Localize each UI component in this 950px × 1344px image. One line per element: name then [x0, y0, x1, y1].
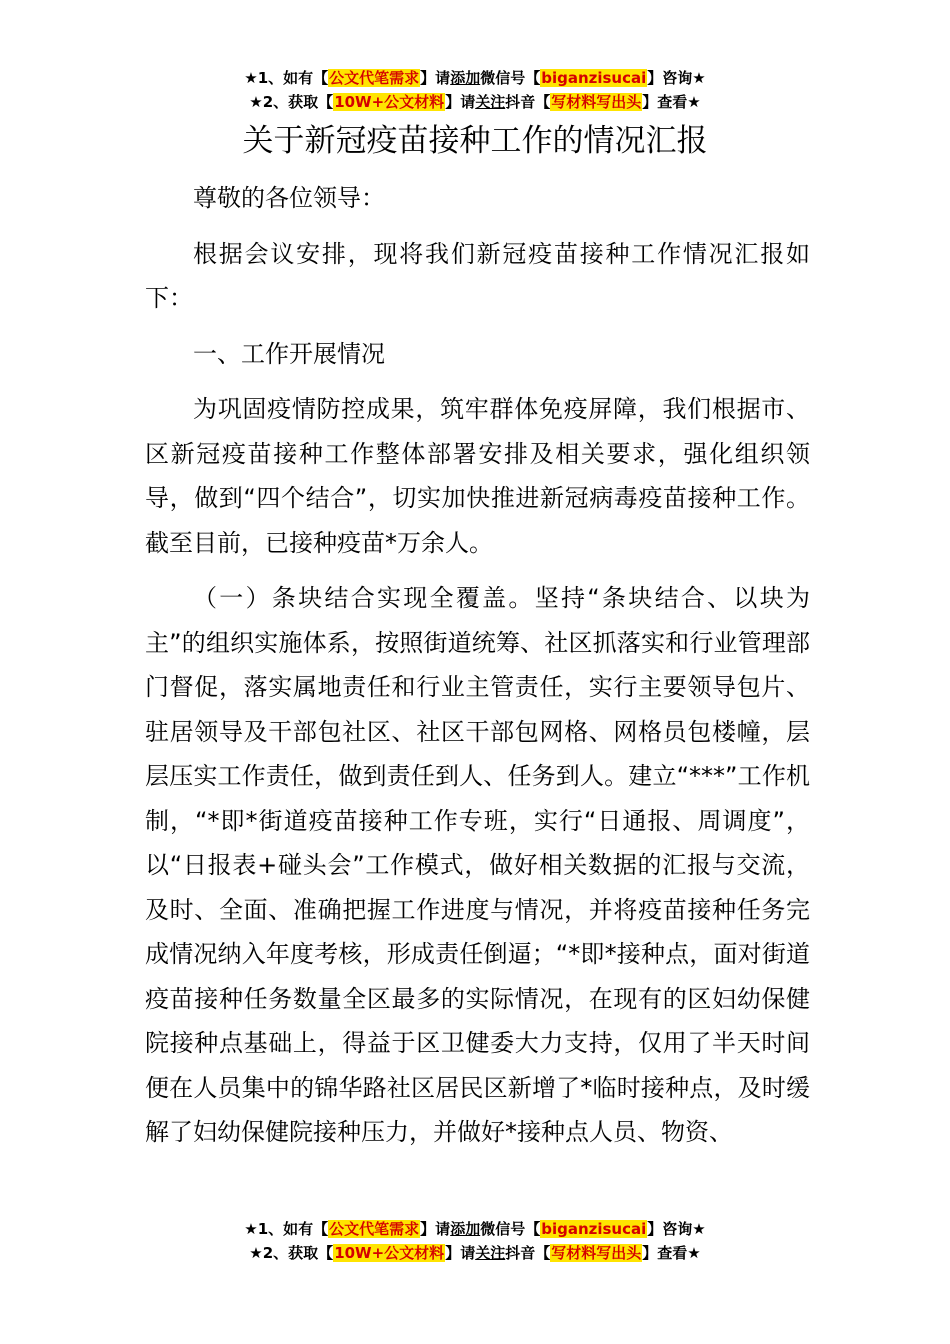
promo-emphasis: 关注	[475, 1244, 506, 1262]
promo-highlight: 10W+公文材料	[334, 1244, 445, 1262]
promo-text: 】咨询★	[647, 1220, 706, 1238]
section-heading: 一、工作开展情况	[193, 339, 385, 368]
promo-text: 】请	[445, 1244, 476, 1262]
footer-promo-banner	[0, 1217, 950, 1265]
promo-line-1	[0, 66, 950, 90]
promo-highlight: biganzisucai	[541, 69, 647, 87]
promo-text: 微信号【	[480, 69, 541, 87]
promo-text: ★1、如有【	[244, 1220, 329, 1238]
paragraph-subsection-1: （一）条块结合实现全覆盖。坚持“条块结合、以块为主”的组织实施体系，按照街道统筹、社区抓落实和行业管理部门督促，落实属地责任和行业主管责任，实行主要领导包片、驻居领导及干部包社区、社区干部包网格、网格员包楼幢，层层压实工作责任，做到责任到人、任务到人。建立“***”工作机制，“*即*街道疫苗接种工作专班，实行“日通报、周调度”，以“日报表+碰头会”工作模式，做好相关数据的汇报与交流，及时、全面、准确把握工作进度与情况，并将疫苗接种任务完成情况纳入年度考核，形成责任倒逼；“*即*接种点，面对街道疫苗接种任务数量全区最多的实际情况，在现有的区妇幼保健院接种点基础上，得益于区卫健委大力支持，仅用了半天时间便在人员集中的锦华路社区居民区新增了*临时接种点，及时缓解了妇幼保健院接种压力，并做好*接种点人员、物资、	[145, 584, 810, 1146]
promo-text: 】查看★	[642, 93, 701, 111]
promo-emphasis: 添加	[450, 1220, 481, 1238]
promo-line-2	[0, 90, 950, 114]
promo-highlight: 公文代笔需求	[329, 1220, 420, 1238]
promo-emphasis: 添加	[450, 69, 481, 87]
promo-line-1	[0, 1217, 950, 1241]
promo-highlight: 10W+公文材料	[334, 93, 445, 111]
promo-highlight: 写材料写出头	[551, 93, 642, 111]
paragraph-overview: 为巩固疫情防控成果，筑牢群体免疫屏障，我们根据市、区新冠疫苗接种工作整体部署安排及相关要求，强化组织领导，做到“四个结合”，切实加快推进新冠病毒疫苗接种工作。截至目前，已接种疫苗*万余人。	[145, 395, 810, 557]
document-body	[145, 176, 810, 1155]
header-promo-banner	[0, 66, 950, 114]
salutation: 尊敬的各位领导：	[193, 184, 385, 212]
document-title: 关于新冠疫苗接种工作的情况汇报	[242, 123, 708, 159]
promo-text: ★2、获取【	[249, 93, 334, 111]
promo-text: 抖音【	[505, 1244, 551, 1262]
promo-highlight: biganzisucai	[541, 1220, 647, 1238]
promo-text: 】查看★	[642, 1244, 701, 1262]
promo-text: 抖音【	[505, 93, 551, 111]
promo-text: 】请	[445, 93, 476, 111]
promo-text: ★2、获取【	[249, 1244, 334, 1262]
promo-text: ★1、如有【	[244, 69, 329, 87]
promo-line-2	[0, 1241, 950, 1265]
promo-highlight: 写材料写出头	[551, 1244, 642, 1262]
promo-highlight: 公文代笔需求	[329, 69, 420, 87]
paragraph-intro: 根据会议安排，现将我们新冠疫苗接种工作情况汇报如下：	[145, 239, 810, 312]
promo-text: 】咨询★	[647, 69, 706, 87]
promo-emphasis: 关注	[475, 93, 506, 111]
promo-text: 微信号【	[480, 1220, 541, 1238]
promo-text: 】请	[420, 1220, 451, 1238]
promo-text: 】请	[420, 69, 451, 87]
